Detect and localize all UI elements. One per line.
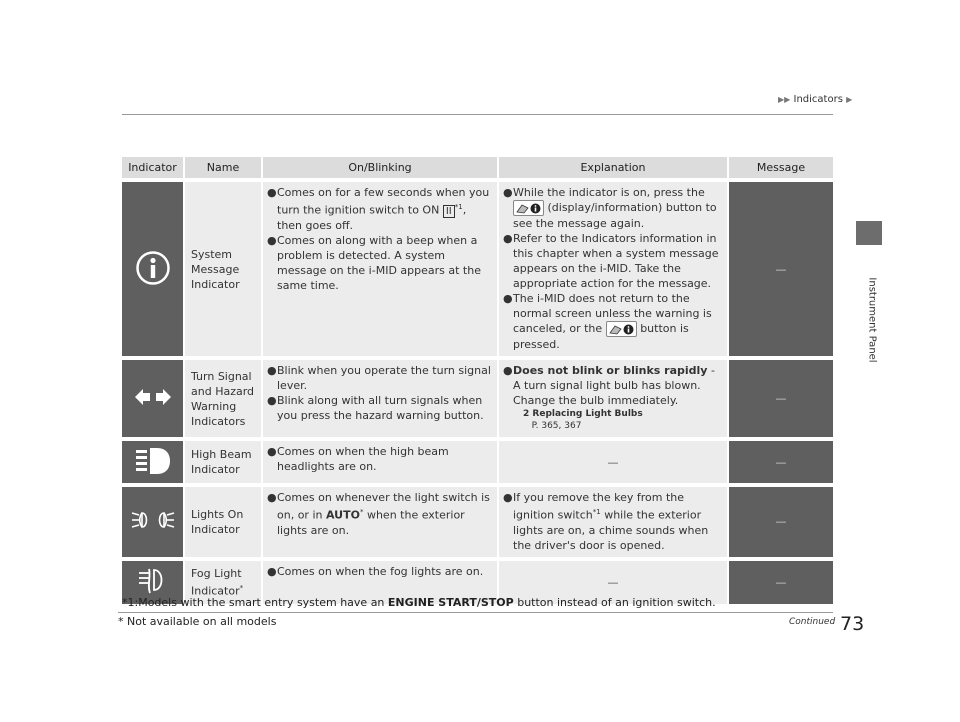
- indicators-table: [122, 157, 833, 608]
- on-blinking-cell: ● Comes on whenever the light switch is on, or in AUTO* when the exterior lights are on.: [261, 487, 497, 561]
- continued-label: Continued: [789, 617, 836, 627]
- breadcrumb: [778, 94, 852, 105]
- system-message-icon: [136, 251, 170, 285]
- cross-reference[interactable]: 2 Replacing Light Bulbs P. 365, 367: [523, 409, 643, 431]
- on-blinking-cell: ● Comes on when the fog lights are on.: [261, 561, 497, 608]
- indicator-cell: [122, 360, 183, 441]
- message-cell: —: [727, 182, 833, 360]
- on-blinking-cell: ● Blink when you operate the turn signal lever. ● Blink along with all turn signals when you press the hazard warning button.: [261, 360, 497, 441]
- bullet-text: - A turn signal light bulb has blown. Change the bulb immediately.: [513, 364, 715, 407]
- bullet-text: The i-MID does not return to the normal screen unless the warning is canceled, or the: [513, 292, 712, 335]
- bullet-text: Refer to the Indicators information in this chapter when a system message appears on the i-MID. Take the appropriate action for the message.: [513, 232, 719, 290]
- bullet-text: Comes on along with a beep when a problem is detected. A system message on the i-MID appears at the same time.: [277, 233, 481, 292]
- on-blinking-cell: ● Comes on when the high beam headlights are on.: [261, 441, 497, 487]
- indicator-name: Lights On Indicator: [183, 487, 261, 561]
- header-rule: [122, 114, 833, 115]
- section-label: Instrument Panel: [866, 277, 878, 363]
- column-header: Message: [727, 157, 833, 182]
- bullet-text: when the exterior lights are on.: [277, 508, 465, 537]
- table-row: [122, 441, 833, 487]
- message-cell: —: [727, 487, 833, 561]
- bullet-text: button is pressed.: [513, 322, 689, 351]
- bullet-text: while the exterior lights are on, a chime sounds when the driver's door is opened.: [513, 508, 709, 552]
- footnote: [122, 596, 716, 609]
- info-button-icon: [513, 200, 544, 216]
- table-header-row: [122, 157, 833, 182]
- reference-title[interactable]: Replacing Light Bulbs: [532, 409, 643, 419]
- indicator-cell: [122, 182, 183, 360]
- on-blinking-cell: ● Comes on for a few seconds when you turn the ignition switch to ON II $^{*1}$, then goes off. ● Comes on along with a beep when a problem is detected. A system message on the i-MID appears at the same time.: [261, 182, 497, 360]
- breadcrumb-label: Indicators: [793, 94, 843, 105]
- footer-rule: [118, 612, 833, 613]
- message-cell: —: [727, 561, 833, 608]
- footnote-mark: *: [359, 508, 364, 516]
- high-beam-icon: [135, 447, 171, 475]
- arrow-icon: ▶: [846, 95, 853, 104]
- message-cell: —: [727, 360, 833, 441]
- fog-light-icon: [138, 568, 168, 594]
- indicator-name: Turn Signal and Hazard Warning Indicators: [183, 360, 261, 441]
- bullet-text: Blink when you operate the turn signal lever.: [277, 364, 491, 392]
- table-row: [122, 487, 833, 561]
- footnote-text: button instead of an ignition switch.: [517, 596, 716, 609]
- indicator-name: High Beam Indicator: [183, 441, 261, 487]
- bullet-text: Comes on whenever the light switch is on, or in: [277, 491, 490, 522]
- bullet-text: Comes on when the high beam headlights are on.: [277, 445, 449, 473]
- explanation-cell: ● Does not blink or blinks rapidly - A turn signal light bulb has blown. Change the bulb immediately. 2 Replacing Light Bulbs P. 365, 367: [497, 360, 727, 441]
- footnote-mark: *: [239, 583, 244, 592]
- footnote-mark: *1: [592, 508, 601, 516]
- bold-text: Does not blink or blinks rapidly: [513, 364, 708, 377]
- footnote-text: *1:Models with the smart entry system have an: [122, 596, 385, 609]
- reference-pages[interactable]: P. 365, 367: [531, 421, 582, 431]
- explanation-cell: —: [497, 561, 727, 608]
- footnote-mark: *1: [454, 203, 463, 211]
- turn-signal-icon: [134, 388, 172, 406]
- explanation-cell: ● While the indicator is on, press the (display/information) button to see the message again. ● Refer to the Indicators information in this chapter when a system message appears on the i-MID. Take the appropriate action for the message. ● The i-MID does not return to the normal screen unless the warning is canceled, or the button is pressed.: [497, 182, 727, 360]
- lights-on-icon: [131, 509, 175, 531]
- section-tab: [856, 221, 882, 245]
- bullet-text: (display/information) button to see the message again.: [513, 201, 717, 230]
- column-header: Explanation: [497, 157, 727, 182]
- bullet-text: While the indicator is on, press the: [513, 186, 705, 199]
- info-button-icon: [606, 321, 637, 337]
- column-header: Name: [183, 157, 261, 182]
- ignition-key-label: II: [443, 205, 455, 218]
- indicator-cell: [122, 441, 183, 487]
- arrow-icon: ▶▶: [778, 95, 791, 104]
- column-header: Indicator: [122, 157, 183, 182]
- explanation-cell: ● If you remove the key from the ignition switch$^{*1}$ while the exterior lights are on, a chime sounds when the driver's door is opened.: [497, 487, 727, 561]
- bullet-text: If you remove the key from the ignition switch: [513, 491, 685, 522]
- indicator-cell: [122, 487, 183, 561]
- page-number: 73: [840, 613, 865, 635]
- bold-text: AUTO: [325, 508, 360, 522]
- bullet-text: Comes on for a few seconds when you turn the ignition switch to ON: [277, 186, 490, 217]
- bullet-text: Blink along with all turn signals when you press the hazard warning button.: [277, 394, 484, 422]
- footnote-bold: ENGINE START/STOP: [387, 596, 514, 609]
- bullet-text: , then goes off.: [277, 203, 467, 232]
- indicator-name-text: Fog Light Indicator: [191, 566, 242, 598]
- bullet-text: Comes on when the fog lights are on.: [277, 564, 484, 578]
- message-cell: —: [727, 441, 833, 487]
- indicator-name: System Message Indicator: [183, 182, 261, 360]
- table-row: [122, 182, 833, 360]
- availability-note: * Not available on all models: [118, 615, 277, 628]
- explanation-cell: —: [497, 441, 727, 487]
- column-header: On/Blinking: [261, 157, 497, 182]
- table-row: [122, 360, 833, 441]
